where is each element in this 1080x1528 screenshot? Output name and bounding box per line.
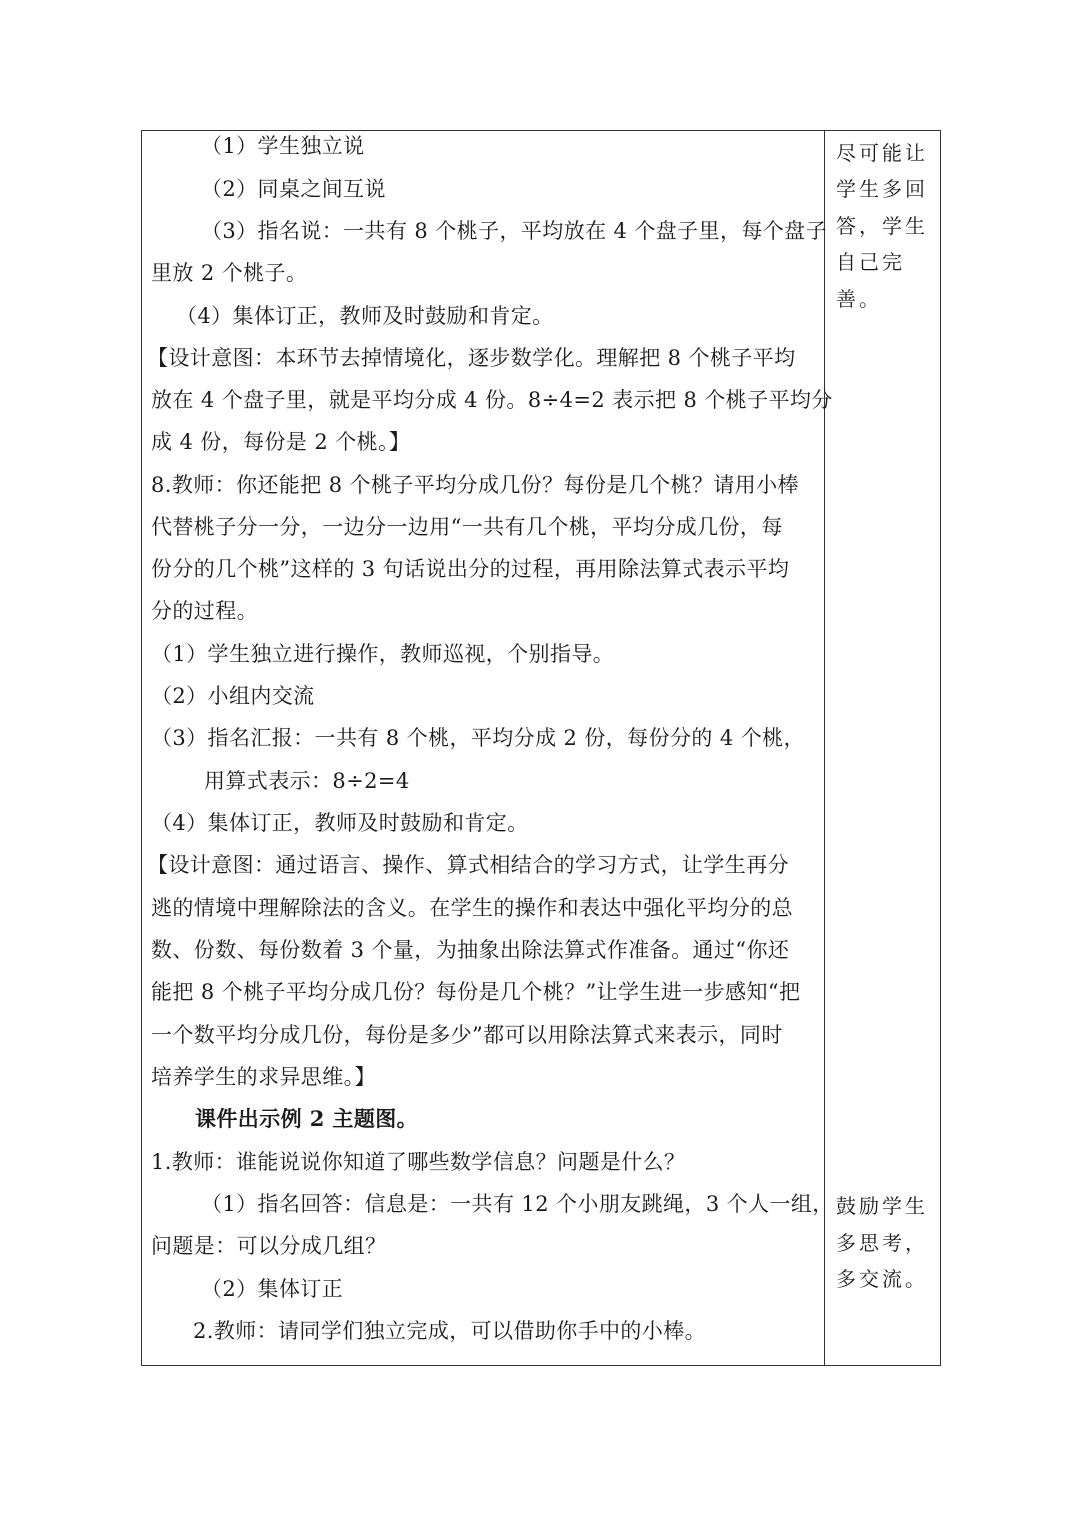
text-line: （4）集体订正，教师及时鼓励和肯定。 xyxy=(151,811,529,835)
text-line: （3）指名说：一共有 8 个桃子，平均放在 4 个盘子里，每个盘子 xyxy=(201,219,827,243)
section-heading: 课件出示例 2 主题图。 xyxy=(195,1106,419,1131)
column-divider xyxy=(824,130,825,1366)
note-line: 多思考， xyxy=(836,1231,928,1255)
design-intent-line: 逃的情境中理解除法的含义。在学生的操作和表达中强化平均分的总 xyxy=(151,896,793,920)
design-intent-line: 【设计意图：本环节去掉情境化，逐步数学化。理解把 8 个桃子平均 xyxy=(147,346,796,370)
text-line: （3）指名汇报：一共有 8 个桃，平均分成 2 份，每份分的 4 个桃， xyxy=(151,726,805,750)
text-line: （2）同桌之间互说 xyxy=(201,177,386,201)
text-line: （2）小组内交流 xyxy=(151,684,315,708)
text-line: 份分的几个桃”这样的 3 句话说出分的过程，再用除法算式表示平均 xyxy=(151,557,790,581)
design-intent-line: 成 4 份，每份是 2 个桃。】 xyxy=(151,430,411,454)
text-line: 代替桃子分一分，一边分一边用“一共有几个桃，平均分成几份，每 xyxy=(151,515,783,539)
note-line: 善。 xyxy=(836,287,882,311)
text-line: （2）集体订正 xyxy=(201,1277,344,1301)
note-line: 答，学生 xyxy=(836,214,928,238)
text-line: （4）集体订正，教师及时鼓励和肯定。 xyxy=(176,304,554,328)
design-intent-line: 一个数平均分成几份，每份是多少”都可以用除法算式来表示，同时 xyxy=(151,1023,783,1047)
note-line: 自己完 xyxy=(836,250,905,274)
note-line: 学生多回 xyxy=(836,177,928,201)
design-intent-line: 放在 4 个盘子里，就是平均分成 4 份。8÷4=2 表示把 8 个桃子平均分 xyxy=(151,388,833,412)
text-line: 分的过程。 xyxy=(151,599,258,623)
text-line: 1.教师：谁能说说你知道了哪些数学信息？问题是什么？ xyxy=(151,1150,686,1174)
text-line: （1）指名回答：信息是：一共有 12 个小朋友跳绳，3 个人一组， xyxy=(201,1192,834,1216)
note-line: 多交流。 xyxy=(836,1267,928,1291)
text-line: 用算式表示：8÷2=4 xyxy=(204,769,410,793)
text-line: 8.教师：你还能把 8 个桃子平均分成几份？每份是几个桃？请用小棒 xyxy=(151,473,799,497)
text-line: 问题是：可以分成几组？ xyxy=(151,1234,387,1258)
text-line: （1）学生独立进行操作，教师巡视，个别指导。 xyxy=(151,642,615,666)
note-line: 尽可能让 xyxy=(836,141,928,165)
design-intent-line: 能把 8 个桃子平均分成几份？每份是几个桃？”让学生进一步感知“把 xyxy=(151,980,801,1004)
design-intent-line: 培养学生的求异思维。】 xyxy=(151,1065,376,1089)
design-intent-line: 【设计意图：通过语言、操作、算式相结合的学习方式，让学生再分 xyxy=(147,853,789,877)
text-line: 2.教师：请同学们独立完成，可以借助你手中的小棒。 xyxy=(193,1319,707,1343)
text-line: （1）学生独立说 xyxy=(201,134,365,158)
design-intent-line: 数、份数、每份数着 3 个量，为抽象出除法算式作准备。通过“你还 xyxy=(151,938,790,962)
text-line: 里放 2 个桃子。 xyxy=(151,261,308,285)
note-line: 鼓励学生 xyxy=(836,1194,928,1218)
